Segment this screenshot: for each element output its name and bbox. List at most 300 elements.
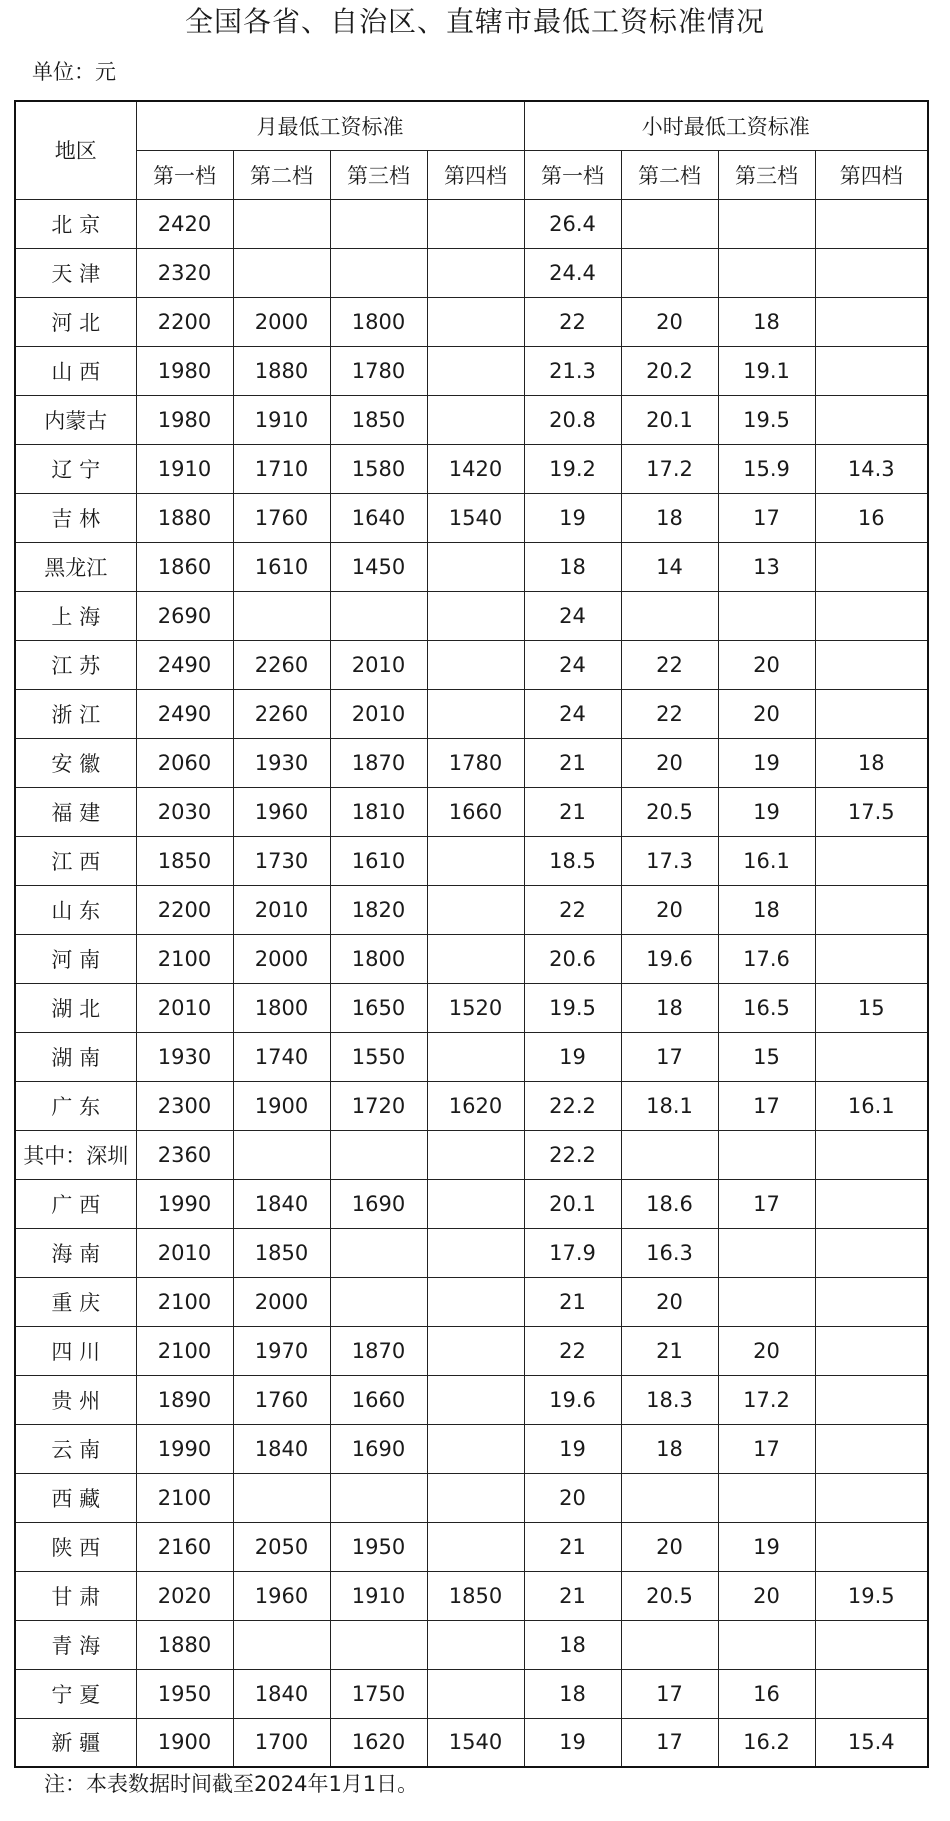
hourly-tier-4-cell — [815, 1228, 928, 1277]
monthly-tier-1-cell: 2490 — [136, 640, 233, 689]
hourly-tier-2-cell: 17.3 — [621, 836, 718, 885]
table-row — [15, 689, 928, 738]
monthly-tier-3-cell: 1910 — [330, 1571, 427, 1620]
hourly-tier-4-header: 第四档 — [815, 150, 928, 199]
hourly-tier-4-cell — [815, 1179, 928, 1228]
hourly-tier-1-cell: 22.2 — [524, 1130, 621, 1179]
hourly-tier-3-cell: 15.9 — [718, 444, 815, 493]
monthly-tier-4-cell — [427, 199, 524, 248]
table-row — [15, 1130, 928, 1179]
hourly-tier-4-cell — [815, 591, 928, 640]
region-cell: 湖 北 — [15, 983, 136, 1032]
hourly-tier-3-cell: 16.5 — [718, 983, 815, 1032]
monthly-tier-4-cell — [427, 1620, 524, 1669]
monthly-tier-3-cell: 1870 — [330, 1326, 427, 1375]
monthly-tier-2-cell: 1960 — [233, 787, 330, 836]
hourly-tier-4-cell — [815, 836, 928, 885]
hourly-tier-2-cell — [621, 1620, 718, 1669]
monthly-tier-1-cell: 1990 — [136, 1179, 233, 1228]
hourly-tier-4-cell — [815, 1522, 928, 1571]
hourly-tier-4-cell — [815, 885, 928, 934]
monthly-tier-4-cell: 1420 — [427, 444, 524, 493]
monthly-tier-2-cell: 1910 — [233, 395, 330, 444]
hourly-tier-1-cell: 19.2 — [524, 444, 621, 493]
table-row — [15, 1228, 928, 1277]
region-cell: 四 川 — [15, 1326, 136, 1375]
monthly-tier-1-cell: 2320 — [136, 248, 233, 297]
hourly-tier-2-cell: 16.3 — [621, 1228, 718, 1277]
monthly-tier-3-cell: 2010 — [330, 689, 427, 738]
monthly-tier-1-cell: 2420 — [136, 199, 233, 248]
table-row — [15, 346, 928, 395]
table-row — [15, 738, 928, 787]
hourly-tier-3-cell: 20 — [718, 1571, 815, 1620]
monthly-tier-2-cell: 2260 — [233, 689, 330, 738]
hourly-tier-4-cell — [815, 1669, 928, 1718]
region-cell: 湖 南 — [15, 1032, 136, 1081]
hourly-tier-1-header: 第一档 — [524, 150, 621, 199]
monthly-tier-1-cell: 2200 — [136, 885, 233, 934]
monthly-tier-2-cell: 2000 — [233, 1277, 330, 1326]
hourly-tier-1-cell: 21 — [524, 1571, 621, 1620]
monthly-tier-4-cell — [427, 1375, 524, 1424]
hourly-tier-1-cell: 21 — [524, 738, 621, 787]
hourly-tier-3-cell: 13 — [718, 542, 815, 591]
hourly-tier-2-cell: 17 — [621, 1032, 718, 1081]
hourly-tier-1-cell: 24 — [524, 591, 621, 640]
table-row — [15, 1522, 928, 1571]
hourly-tier-3-cell — [718, 248, 815, 297]
monthly-tier-4-cell: 1540 — [427, 1718, 524, 1767]
monthly-tier-1-cell: 1980 — [136, 346, 233, 395]
monthly-tier-1-cell: 2360 — [136, 1130, 233, 1179]
hourly-tier-3-cell — [718, 1277, 815, 1326]
monthly-tier-3-cell — [330, 1130, 427, 1179]
hourly-tier-2-cell: 20.5 — [621, 1571, 718, 1620]
table-row — [15, 934, 928, 983]
hourly-tier-1-cell: 18 — [524, 1620, 621, 1669]
monthly-tier-3-cell: 1610 — [330, 836, 427, 885]
hourly-tier-4-cell — [815, 1326, 928, 1375]
region-cell: 宁 夏 — [15, 1669, 136, 1718]
monthly-tier-3-cell: 1850 — [330, 395, 427, 444]
monthly-tier-4-cell — [427, 934, 524, 983]
monthly-tier-4-cell — [427, 297, 524, 346]
monthly-tier-4-cell — [427, 1032, 524, 1081]
monthly-tier-3-cell: 1580 — [330, 444, 427, 493]
monthly-tier-2-cell — [233, 1620, 330, 1669]
hourly-tier-4-cell: 19.5 — [815, 1571, 928, 1620]
monthly-tier-1-cell: 1950 — [136, 1669, 233, 1718]
monthly-tier-3-cell: 1750 — [330, 1669, 427, 1718]
hourly-tier-1-cell: 21 — [524, 1522, 621, 1571]
hourly-tier-4-cell — [815, 1375, 928, 1424]
region-cell: 重 庆 — [15, 1277, 136, 1326]
hourly-tier-3-cell: 17 — [718, 1179, 815, 1228]
monthly-tier-3-cell — [330, 199, 427, 248]
table-row — [15, 542, 928, 591]
table-row — [15, 787, 928, 836]
table-row — [15, 640, 928, 689]
monthly-tier-4-cell — [427, 1277, 524, 1326]
hourly-tier-4-cell — [815, 1620, 928, 1669]
hourly-tier-1-cell: 19 — [524, 1032, 621, 1081]
hourly-tier-2-cell — [621, 591, 718, 640]
hourly-tier-4-cell: 15 — [815, 983, 928, 1032]
hourly-tier-3-cell: 16.2 — [718, 1718, 815, 1767]
hourly-tier-1-cell: 19 — [524, 1424, 621, 1473]
hourly-tier-2-cell: 20.2 — [621, 346, 718, 395]
table-row — [15, 1375, 928, 1424]
monthly-tier-2-cell: 1730 — [233, 836, 330, 885]
monthly-tier-2-cell: 1740 — [233, 1032, 330, 1081]
table-row — [15, 1424, 928, 1473]
hourly-tier-3-cell: 19.5 — [718, 395, 815, 444]
monthly-tier-1-cell: 1930 — [136, 1032, 233, 1081]
monthly-tier-4-cell — [427, 1669, 524, 1718]
monthly-tier-2-cell: 1840 — [233, 1179, 330, 1228]
monthly-tier-2-cell: 1800 — [233, 983, 330, 1032]
monthly-tier-4-cell — [427, 346, 524, 395]
monthly-tier-2-cell — [233, 248, 330, 297]
monthly-tier-2-cell: 2010 — [233, 885, 330, 934]
monthly-tier-1-cell: 2020 — [136, 1571, 233, 1620]
hourly-tier-3-cell — [718, 1228, 815, 1277]
monthly-tier-1-cell: 2060 — [136, 738, 233, 787]
monthly-tier-1-cell: 2100 — [136, 1326, 233, 1375]
hourly-tier-1-cell: 18.5 — [524, 836, 621, 885]
monthly-tier-1-cell: 2100 — [136, 934, 233, 983]
hourly-tier-2-cell: 17.2 — [621, 444, 718, 493]
monthly-tier-4-cell: 1780 — [427, 738, 524, 787]
hourly-tier-1-cell: 17.9 — [524, 1228, 621, 1277]
monthly-tier-2-cell: 1840 — [233, 1669, 330, 1718]
monthly-tier-4-cell — [427, 1473, 524, 1522]
monthly-tier-3-cell: 1640 — [330, 493, 427, 542]
monthly-tier-2-cell: 2000 — [233, 297, 330, 346]
hourly-tier-3-cell: 20 — [718, 689, 815, 738]
hourly-tier-2-cell: 17 — [621, 1718, 718, 1767]
hourly-tier-4-cell — [815, 346, 928, 395]
hourly-tier-3-cell: 17 — [718, 1081, 815, 1130]
hourly-tier-3-cell — [718, 1620, 815, 1669]
hourly-tier-1-cell: 20 — [524, 1473, 621, 1522]
hourly-tier-1-cell: 22 — [524, 1326, 621, 1375]
monthly-tier-1-cell: 1890 — [136, 1375, 233, 1424]
monthly-tier-2-cell: 1760 — [233, 493, 330, 542]
hourly-tier-4-cell — [815, 297, 928, 346]
monthly-tier-1-cell: 1850 — [136, 836, 233, 885]
hourly-tier-3-cell — [718, 1130, 815, 1179]
hourly-tier-2-cell: 20.1 — [621, 395, 718, 444]
hourly-tier-1-cell: 18 — [524, 1669, 621, 1718]
region-cell: 河 北 — [15, 297, 136, 346]
monthly-tier-2-cell: 1710 — [233, 444, 330, 493]
monthly-tier-4-cell — [427, 542, 524, 591]
monthly-tier-1-cell: 2160 — [136, 1522, 233, 1571]
hourly-tier-3-cell: 19 — [718, 1522, 815, 1571]
monthly-tier-3-header: 第三档 — [330, 150, 427, 199]
hourly-tier-4-cell: 16.1 — [815, 1081, 928, 1130]
table-body — [15, 199, 928, 1767]
table-row — [15, 591, 928, 640]
monthly-tier-3-cell: 1660 — [330, 1375, 427, 1424]
hourly-tier-1-cell: 22.2 — [524, 1081, 621, 1130]
hourly-tier-3-cell — [718, 199, 815, 248]
table-row — [15, 1326, 928, 1375]
monthly-tier-2-cell — [233, 1473, 330, 1522]
monthly-tier-3-cell: 1810 — [330, 787, 427, 836]
hourly-tier-2-cell: 20 — [621, 297, 718, 346]
hourly-tier-4-cell — [815, 199, 928, 248]
monthly-tier-3-cell: 1650 — [330, 983, 427, 1032]
monthly-tier-3-cell — [330, 248, 427, 297]
region-cell: 福 建 — [15, 787, 136, 836]
hourly-tier-1-cell: 21 — [524, 787, 621, 836]
monthly-tier-4-cell: 1660 — [427, 787, 524, 836]
monthly-tier-1-cell: 2030 — [136, 787, 233, 836]
region-cell: 其中：深圳 — [15, 1130, 136, 1179]
unit-label: 单位：元 — [32, 60, 116, 84]
hourly-tier-4-cell — [815, 542, 928, 591]
hourly-tier-2-cell — [621, 248, 718, 297]
monthly-tier-3-cell — [330, 1277, 427, 1326]
region-cell: 山 西 — [15, 346, 136, 395]
monthly-tier-4-cell — [427, 640, 524, 689]
hourly-tier-2-cell: 19.6 — [621, 934, 718, 983]
monthly-tier-3-cell: 1780 — [330, 346, 427, 395]
hourly-tier-4-cell — [815, 1424, 928, 1473]
hourly-tier-2-cell: 18.1 — [621, 1081, 718, 1130]
hourly-tier-1-cell: 20.1 — [524, 1179, 621, 1228]
region-cell: 贵 州 — [15, 1375, 136, 1424]
region-cell: 广 东 — [15, 1081, 136, 1130]
hourly-tier-1-cell: 24.4 — [524, 248, 621, 297]
hourly-tier-4-cell — [815, 640, 928, 689]
header-row-tiers — [15, 150, 928, 199]
hourly-tier-1-cell: 21 — [524, 1277, 621, 1326]
monthly-tier-3-cell: 1720 — [330, 1081, 427, 1130]
region-header: 地区 — [15, 101, 136, 199]
table-row — [15, 248, 928, 297]
hourly-tier-4-cell — [815, 1277, 928, 1326]
hourly-tier-1-cell: 24 — [524, 689, 621, 738]
hourly-tier-3-cell: 17.2 — [718, 1375, 815, 1424]
table-row — [15, 395, 928, 444]
hourly-tier-3-cell: 15 — [718, 1032, 815, 1081]
monthly-tier-3-cell: 1800 — [330, 934, 427, 983]
monthly-tier-4-cell — [427, 1522, 524, 1571]
monthly-tier-4-cell: 1850 — [427, 1571, 524, 1620]
table-header — [15, 101, 928, 199]
region-cell: 河 南 — [15, 934, 136, 983]
monthly-tier-3-cell: 1690 — [330, 1179, 427, 1228]
hourly-tier-2-cell: 18 — [621, 983, 718, 1032]
hourly-tier-2-cell: 20 — [621, 885, 718, 934]
monthly-tier-2-cell: 1700 — [233, 1718, 330, 1767]
region-cell: 吉 林 — [15, 493, 136, 542]
table-row — [15, 1081, 928, 1130]
hourly-tier-1-cell: 20.8 — [524, 395, 621, 444]
monthly-tier-1-cell: 1990 — [136, 1424, 233, 1473]
monthly-tier-3-cell: 1450 — [330, 542, 427, 591]
hourly-tier-2-cell: 18.3 — [621, 1375, 718, 1424]
region-cell: 广 西 — [15, 1179, 136, 1228]
monthly-tier-3-cell — [330, 591, 427, 640]
hourly-tier-4-cell: 15.4 — [815, 1718, 928, 1767]
monthly-tier-1-cell: 1880 — [136, 1620, 233, 1669]
table-row — [15, 1179, 928, 1228]
monthly-tier-1-cell: 1980 — [136, 395, 233, 444]
table-row — [15, 885, 928, 934]
hourly-tier-2-cell: 18 — [621, 493, 718, 542]
hourly-tier-3-cell: 18 — [718, 297, 815, 346]
hourly-tier-3-header: 第三档 — [718, 150, 815, 199]
hourly-tier-2-cell: 17 — [621, 1669, 718, 1718]
monthly-tier-4-cell — [427, 689, 524, 738]
region-cell: 陕 西 — [15, 1522, 136, 1571]
monthly-tier-2-cell: 1610 — [233, 542, 330, 591]
monthly-tier-3-cell: 1620 — [330, 1718, 427, 1767]
hourly-tier-4-cell — [815, 1473, 928, 1522]
monthly-tier-2-header: 第二档 — [233, 150, 330, 199]
hourly-tier-1-cell: 22 — [524, 885, 621, 934]
hourly-tier-1-cell: 18 — [524, 542, 621, 591]
monthly-tier-3-cell: 2010 — [330, 640, 427, 689]
monthly-tier-3-cell: 1550 — [330, 1032, 427, 1081]
hourly-tier-4-cell — [815, 1032, 928, 1081]
monthly-tier-4-cell — [427, 591, 524, 640]
region-cell: 辽 宁 — [15, 444, 136, 493]
monthly-tier-1-cell: 1900 — [136, 1718, 233, 1767]
monthly-tier-4-cell — [427, 885, 524, 934]
region-cell: 青 海 — [15, 1620, 136, 1669]
monthly-tier-3-cell: 1690 — [330, 1424, 427, 1473]
region-cell: 上 海 — [15, 591, 136, 640]
monthly-tier-1-cell: 2690 — [136, 591, 233, 640]
hourly-tier-4-cell — [815, 1130, 928, 1179]
region-cell: 江 苏 — [15, 640, 136, 689]
monthly-tier-1-cell: 1910 — [136, 444, 233, 493]
monthly-tier-4-cell: 1520 — [427, 983, 524, 1032]
table-row — [15, 1032, 928, 1081]
hourly-tier-4-cell — [815, 395, 928, 444]
monthly-tier-3-cell — [330, 1620, 427, 1669]
region-cell: 西 藏 — [15, 1473, 136, 1522]
monthly-tier-2-cell — [233, 199, 330, 248]
monthly-tier-1-cell: 1880 — [136, 493, 233, 542]
hourly-tier-3-cell: 20 — [718, 1326, 815, 1375]
table-row — [15, 199, 928, 248]
hourly-tier-4-cell: 17.5 — [815, 787, 928, 836]
header-row-groups — [15, 101, 928, 150]
hourly-header: 小时最低工资标准 — [524, 101, 928, 150]
hourly-tier-3-cell — [718, 591, 815, 640]
hourly-tier-1-cell: 26.4 — [524, 199, 621, 248]
region-cell: 安 徽 — [15, 738, 136, 787]
monthly-tier-4-cell — [427, 1130, 524, 1179]
monthly-tier-2-cell: 1930 — [233, 738, 330, 787]
hourly-tier-3-cell: 17.6 — [718, 934, 815, 983]
monthly-tier-2-cell — [233, 1130, 330, 1179]
hourly-tier-2-header: 第二档 — [621, 150, 718, 199]
hourly-tier-3-cell: 18 — [718, 885, 815, 934]
monthly-tier-3-cell: 1950 — [330, 1522, 427, 1571]
monthly-tier-4-cell — [427, 395, 524, 444]
hourly-tier-2-cell — [621, 1130, 718, 1179]
hourly-tier-2-cell: 20 — [621, 1277, 718, 1326]
hourly-tier-2-cell — [621, 1473, 718, 1522]
monthly-tier-3-cell: 1820 — [330, 885, 427, 934]
hourly-tier-2-cell: 22 — [621, 689, 718, 738]
monthly-tier-3-cell — [330, 1473, 427, 1522]
region-cell: 内蒙古 — [15, 395, 136, 444]
hourly-tier-3-cell: 17 — [718, 493, 815, 542]
hourly-tier-1-cell: 21.3 — [524, 346, 621, 395]
table-row — [15, 1473, 928, 1522]
monthly-tier-2-cell: 1760 — [233, 1375, 330, 1424]
hourly-tier-4-cell: 14.3 — [815, 444, 928, 493]
hourly-tier-2-cell: 21 — [621, 1326, 718, 1375]
hourly-tier-2-cell: 18 — [621, 1424, 718, 1473]
monthly-tier-2-cell: 1970 — [233, 1326, 330, 1375]
monthly-tier-1-cell: 1860 — [136, 542, 233, 591]
hourly-tier-2-cell: 20.5 — [621, 787, 718, 836]
monthly-tier-2-cell — [233, 591, 330, 640]
monthly-tier-3-cell — [330, 1228, 427, 1277]
hourly-tier-3-cell: 17 — [718, 1424, 815, 1473]
monthly-header: 月最低工资标准 — [136, 101, 524, 150]
table-row — [15, 493, 928, 542]
region-cell: 江 西 — [15, 836, 136, 885]
monthly-tier-3-cell: 1800 — [330, 297, 427, 346]
monthly-tier-1-header: 第一档 — [136, 150, 233, 199]
monthly-tier-2-cell: 1850 — [233, 1228, 330, 1277]
monthly-tier-1-cell: 2300 — [136, 1081, 233, 1130]
hourly-tier-1-cell: 20.6 — [524, 934, 621, 983]
monthly-tier-1-cell: 2100 — [136, 1473, 233, 1522]
hourly-tier-2-cell: 18.6 — [621, 1179, 718, 1228]
monthly-tier-4-cell: 1620 — [427, 1081, 524, 1130]
monthly-tier-1-cell: 2200 — [136, 297, 233, 346]
hourly-tier-3-cell: 19 — [718, 787, 815, 836]
hourly-tier-4-cell — [815, 934, 928, 983]
monthly-tier-3-cell: 1870 — [330, 738, 427, 787]
hourly-tier-2-cell: 14 — [621, 542, 718, 591]
region-cell: 新 疆 — [15, 1718, 136, 1767]
hourly-tier-1-cell: 19 — [524, 1718, 621, 1767]
monthly-tier-4-header: 第四档 — [427, 150, 524, 199]
table-row — [15, 444, 928, 493]
monthly-tier-4-cell — [427, 1228, 524, 1277]
region-cell: 浙 江 — [15, 689, 136, 738]
hourly-tier-2-cell — [621, 199, 718, 248]
monthly-tier-1-cell: 2010 — [136, 1228, 233, 1277]
hourly-tier-1-cell: 24 — [524, 640, 621, 689]
page-title: 全国各省、自治区、直辖市最低工资标准情况 — [184, 5, 765, 38]
hourly-tier-3-cell: 16.1 — [718, 836, 815, 885]
hourly-tier-4-cell — [815, 248, 928, 297]
table-row — [15, 1718, 928, 1767]
region-cell: 海 南 — [15, 1228, 136, 1277]
table-row — [15, 983, 928, 1032]
monthly-tier-4-cell — [427, 248, 524, 297]
minimum-wage-table — [14, 100, 929, 1768]
table-row — [15, 836, 928, 885]
region-cell: 北 京 — [15, 199, 136, 248]
hourly-tier-4-cell — [815, 689, 928, 738]
monthly-tier-2-cell: 1960 — [233, 1571, 330, 1620]
